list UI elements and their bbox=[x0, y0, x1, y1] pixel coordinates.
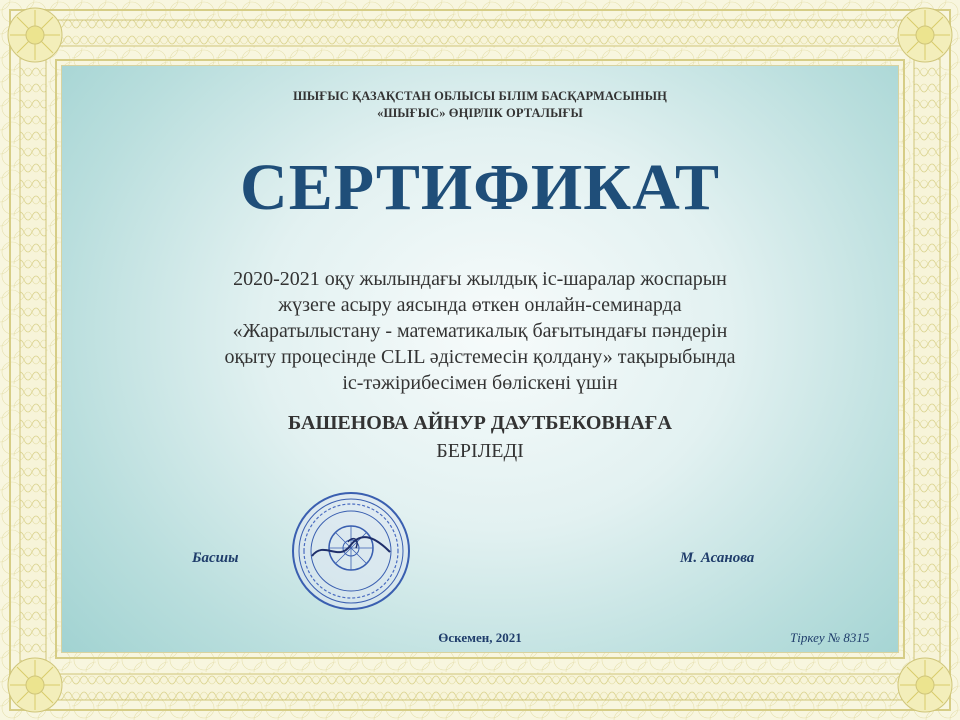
organization-line-2: «ШЫҒЫС» ӨҢІРЛІК ОРТАЛЫҒЫ bbox=[377, 106, 583, 120]
recipient-name: БАШЕНОВА АЙНУР ДАУТБЕКОВНАҒА bbox=[288, 412, 672, 434]
sun-rosette-icon bbox=[6, 6, 64, 64]
awarded-text: БЕРІЛЕДІ bbox=[436, 440, 524, 462]
body-line: оқыту процесінде CLIL әдістемесін қолдану» тақырыбында bbox=[224, 346, 736, 368]
signature-role: Басшы bbox=[192, 550, 239, 566]
body-line: «Жаратылыстану - математикалық бағытындағы пәндерін bbox=[232, 320, 728, 342]
signer-name: М. Асанова bbox=[680, 550, 755, 566]
sun-rosette-icon bbox=[896, 656, 954, 714]
registration-number: Тіркеу № 8315 bbox=[790, 630, 870, 645]
organization-line-1: ШЫҒЫС ҚАЗАҚСТАН ОБЛЫСЫ БІЛІМ БАСҚАРМАСЫНЫҢ bbox=[293, 89, 667, 103]
body-line: іс-тәжірибесімен бөліскені үшін bbox=[342, 372, 618, 394]
place-date: Өскемен, 2021 bbox=[438, 630, 522, 645]
body-line: жүзеге асыру аясында өткен онлайн-семинарда bbox=[278, 294, 682, 316]
official-seal-icon bbox=[290, 490, 412, 612]
certificate-title: СЕРТИФИКАТ bbox=[240, 151, 720, 224]
sun-rosette-icon bbox=[6, 656, 64, 714]
body-line: 2020-2021 оқу жылындағы жылдық іс-шаралар жоспарын bbox=[233, 268, 727, 290]
sun-rosette-icon bbox=[896, 6, 954, 64]
